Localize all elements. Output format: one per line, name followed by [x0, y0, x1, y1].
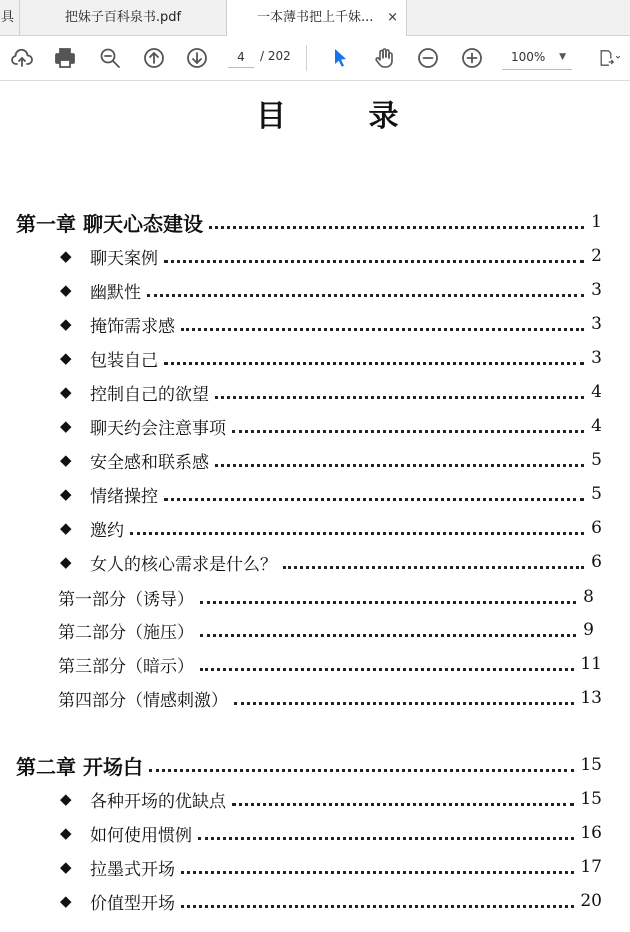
toc-entry-label: 情绪操控 — [90, 486, 158, 507]
diamond-bullet-icon: ◆ — [60, 519, 72, 537]
toc-entry-label: 第四部分（情感刺激） — [58, 690, 228, 711]
tab-bar — [0, 0, 630, 36]
toc-leader-dots — [147, 294, 584, 297]
tab-document-2-label: 一本薄书把上千妹... — [257, 10, 374, 25]
toc-page-number: 4 — [591, 416, 602, 436]
toc-entry-item[interactable] — [60, 820, 602, 846]
toc-entry-item[interactable] — [60, 311, 602, 337]
tab-document-2-active[interactable] — [227, 0, 407, 37]
toc-page-number: 6 — [591, 552, 602, 572]
tab-document-1[interactable] — [20, 0, 227, 36]
toc-leader-dots — [181, 905, 574, 908]
minus-circle-icon[interactable] — [414, 44, 442, 72]
toc-entry-item[interactable] — [60, 481, 602, 507]
toc-leader-dots — [234, 702, 574, 705]
diamond-bullet-icon: ◆ — [60, 790, 72, 808]
toc-entry-label: 价值型开场 — [90, 893, 175, 914]
tab-document-1-label: 把妹子百科泉书.pdf — [64, 10, 182, 25]
plus-circle-icon[interactable] — [458, 44, 486, 72]
toc-leader-dots — [130, 532, 584, 535]
toc-leader-dots — [200, 601, 576, 604]
toc-entry-part[interactable] — [58, 651, 602, 677]
pdf-page — [0, 81, 630, 932]
tab-tools[interactable] — [0, 0, 20, 36]
toc-page-number: 11 — [580, 654, 602, 674]
pdf-toolbar — [0, 36, 630, 81]
toc-leader-dots — [215, 464, 584, 467]
diamond-bullet-icon: ◆ — [60, 892, 72, 910]
toc-entry-label: 如何使用惯例 — [90, 825, 192, 846]
diamond-bullet-icon: ◆ — [60, 417, 72, 435]
toc-entry-label: 第一部分（诱导） — [58, 589, 194, 610]
toc-entry-chapter[interactable] — [16, 752, 602, 778]
toc-leader-dots — [181, 871, 574, 874]
toc-entry-item[interactable] — [60, 379, 602, 405]
toc-leader-dots — [200, 668, 574, 671]
diamond-bullet-icon: ◆ — [60, 349, 72, 367]
zoom-value: 100% — [511, 50, 546, 64]
toc-page-number: 9 — [583, 620, 594, 640]
toc-entry-item[interactable] — [60, 854, 602, 880]
toc-leader-dots — [198, 837, 574, 840]
toc-entry-label: 拉墨式开场 — [90, 859, 175, 880]
toc-leader-dots — [209, 226, 584, 229]
diamond-bullet-icon: ◆ — [60, 247, 72, 265]
diamond-bullet-icon: ◆ — [60, 281, 72, 299]
toc-page-number: 3 — [591, 280, 602, 300]
toc-entry-label: 安全感和联系感 — [90, 452, 209, 473]
toc-entry-item[interactable] — [60, 786, 602, 812]
toc-leader-dots — [232, 430, 584, 433]
toc-entry-label: 第一章 聊天心态建设 — [16, 211, 203, 236]
fit-page-icon[interactable] — [592, 44, 628, 72]
toc-leader-dots — [164, 498, 584, 501]
toc-leader-dots — [283, 566, 584, 569]
toc-leader-dots — [181, 328, 584, 331]
toc-entry-label: 聊天案例 — [90, 248, 158, 269]
diamond-bullet-icon: ◆ — [60, 824, 72, 842]
toc-entry-item[interactable] — [60, 447, 602, 473]
toc-entry-chapter[interactable] — [16, 209, 602, 235]
zoom-out-search-icon[interactable] — [96, 44, 124, 72]
toc-entry-label: 第二部分（施压） — [58, 622, 194, 643]
toc-page-number: 6 — [591, 518, 602, 538]
upload-icon[interactable] — [8, 44, 36, 72]
toc-entry-item[interactable] — [60, 888, 602, 914]
toc-page-number: 5 — [591, 484, 602, 504]
page-up-icon[interactable] — [140, 44, 168, 72]
page-total: / 202 — [260, 49, 291, 63]
toc-entry-item[interactable] — [60, 243, 602, 269]
toc-page-number: 20 — [580, 891, 602, 911]
toc-entry-label: 邀约 — [90, 520, 124, 541]
tab-tools-label: 具 — [1, 10, 15, 25]
toc-entry-label: 控制自己的欲望 — [90, 384, 209, 405]
toc-page-number: 15 — [580, 755, 602, 775]
toc-page-number: 4 — [591, 382, 602, 402]
toc-entry-label: 各种开场的优缺点 — [90, 791, 226, 812]
toc-entry-item[interactable] — [60, 515, 602, 541]
toc-entry-label: 女人的核心需求是什么？ — [90, 554, 277, 575]
diamond-bullet-icon: ◆ — [60, 485, 72, 503]
page-down-icon[interactable] — [183, 44, 211, 72]
toc-title: 目 录 — [256, 99, 435, 134]
chevron-down-icon: ▼ — [559, 52, 566, 62]
toc-entry-item[interactable] — [60, 549, 602, 575]
toc-leader-dots — [164, 362, 584, 365]
toc-entry-label: 包装自己 — [90, 350, 158, 371]
toc-entry-label: 掩饰需求感 — [90, 316, 175, 337]
toc-page-number: 5 — [591, 450, 602, 470]
toc-page-number: 8 — [583, 587, 594, 607]
diamond-bullet-icon: ◆ — [60, 383, 72, 401]
toc-page-number: 3 — [591, 314, 602, 334]
toc-entry-part[interactable] — [58, 685, 602, 711]
toc-entry-label: 聊天约会注意事项 — [90, 418, 226, 439]
diamond-bullet-icon: ◆ — [60, 858, 72, 876]
toc-entry-item[interactable] — [60, 345, 602, 371]
page-number-input[interactable] — [228, 46, 254, 68]
toc-page-number: 17 — [580, 857, 602, 877]
toc-entry-item[interactable] — [60, 413, 602, 439]
toc-page-number: 2 — [591, 246, 602, 266]
toc-entry-label: 第二章 开场白 — [16, 754, 143, 779]
toc-page-number: 15 — [580, 789, 602, 809]
diamond-bullet-icon: ◆ — [60, 451, 72, 469]
toc-leader-dots — [215, 396, 584, 399]
toc-entry-label: 第三部分（暗示） — [58, 656, 194, 677]
toc-entry-part[interactable] — [58, 617, 594, 643]
select-cursor-icon[interactable] — [326, 44, 354, 72]
toc-leader-dots — [149, 769, 574, 772]
toc-entry-item[interactable] — [60, 277, 602, 303]
zoom-dropdown[interactable] — [502, 46, 572, 70]
hand-icon[interactable] — [370, 44, 398, 72]
toc-page-number: 1 — [591, 212, 602, 232]
toc-page-number: 16 — [580, 823, 602, 843]
toc-page-number: 13 — [580, 688, 602, 708]
toc-entry-part[interactable] — [58, 584, 594, 610]
toc-entry-label: 幽默性 — [90, 282, 141, 303]
close-icon[interactable]: × — [387, 10, 398, 25]
print-icon[interactable] — [51, 44, 79, 72]
diamond-bullet-icon: ◆ — [60, 315, 72, 333]
toc-leader-dots — [232, 803, 574, 806]
toc-page-number: 3 — [591, 348, 602, 368]
toolbar-divider — [306, 45, 307, 71]
toc-leader-dots — [164, 260, 584, 263]
diamond-bullet-icon: ◆ — [60, 553, 72, 571]
toc-leader-dots — [200, 634, 576, 637]
